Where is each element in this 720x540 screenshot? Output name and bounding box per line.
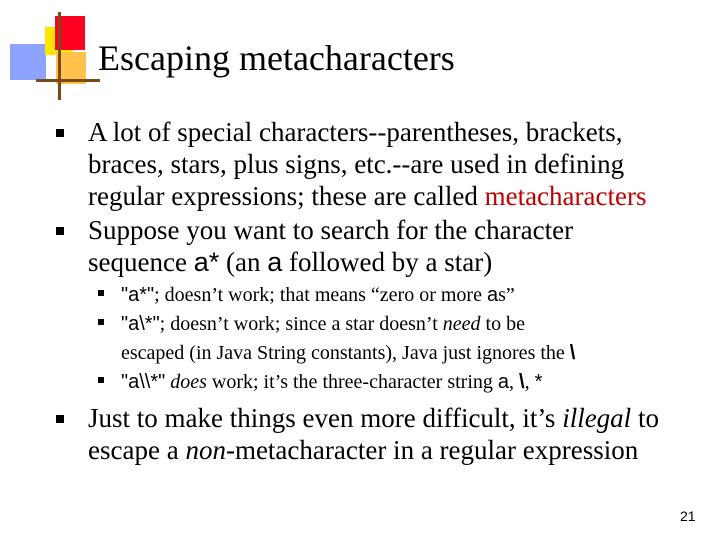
code-run: a* — [193, 247, 220, 277]
text-run: escape a — [88, 435, 186, 465]
code-run: \ — [569, 342, 576, 364]
code-run: "a\\*" — [121, 371, 166, 393]
bullet-text — [88, 116, 688, 212]
bullet-text — [88, 214, 688, 278]
square-bullet-icon — [56, 129, 64, 137]
bullet-line — [88, 402, 688, 434]
code-run: \ — [519, 371, 525, 393]
text-run: Just to make things even more difficult, it’s — [88, 403, 563, 433]
text-run: to — [631, 403, 659, 433]
bullet-line: A lot of special characters--parentheses, brackets, — [88, 117, 623, 147]
text-run: ; doesn’t work; that means “zero or more — [154, 284, 487, 306]
code-run: a — [486, 284, 499, 306]
subbullet-text — [121, 368, 711, 397]
text-run: to be — [480, 313, 525, 335]
code-run: * — [534, 371, 543, 393]
text-run: s” — [498, 284, 515, 306]
text-run: , — [524, 371, 535, 393]
text-run: work; it’s the three-character string — [206, 371, 498, 393]
subbullet-text — [121, 281, 711, 310]
code-run: a — [497, 371, 510, 393]
text-run: metacharacter in a regular expression — [234, 435, 639, 465]
slide-title: Escaping metacharacters — [98, 38, 455, 78]
code-run: "a\*" — [121, 313, 160, 335]
square-bullet-icon — [56, 227, 64, 235]
subbullet-line — [121, 310, 711, 339]
square-bullet-icon — [98, 290, 104, 296]
bullet-line: braces, stars, plus signs, etc.--are used in defining — [88, 149, 625, 179]
emphasis-run: does — [165, 371, 207, 393]
bullet-line — [88, 434, 688, 466]
square-bullet-icon — [98, 377, 104, 383]
subbullet-line — [121, 339, 711, 368]
text-run: ; doesn’t work; since a star doesn’t — [159, 313, 443, 335]
text-run: sequence — [88, 247, 194, 277]
square-bullet-icon — [56, 415, 64, 423]
code-run: "a*" — [121, 284, 155, 306]
text-run: followed by a star) — [282, 247, 493, 277]
text-run: (an — [219, 247, 268, 277]
emphasis-run: illegal — [562, 403, 632, 433]
emphasis-run: need — [442, 313, 481, 335]
subbullet-line — [121, 368, 711, 397]
highlighted-term: metacharacters — [484, 181, 647, 211]
text-run: escaped (in Java String constants), Java just ignores the — [121, 342, 570, 364]
code-run: a — [267, 247, 283, 277]
emphasis-run: non- — [185, 435, 235, 465]
bullet-line — [88, 246, 688, 278]
subbullet-text — [121, 310, 711, 368]
text-run: , — [509, 371, 520, 393]
subbullet-line — [121, 281, 711, 310]
bullet-text — [88, 402, 688, 466]
square-bullet-icon — [98, 319, 104, 325]
page-number: 21 — [680, 508, 696, 524]
bullet-line: Suppose you want to search for the character — [88, 215, 574, 245]
bullet-line — [88, 180, 688, 212]
text-run: regular expressions; these are called — [88, 181, 485, 211]
